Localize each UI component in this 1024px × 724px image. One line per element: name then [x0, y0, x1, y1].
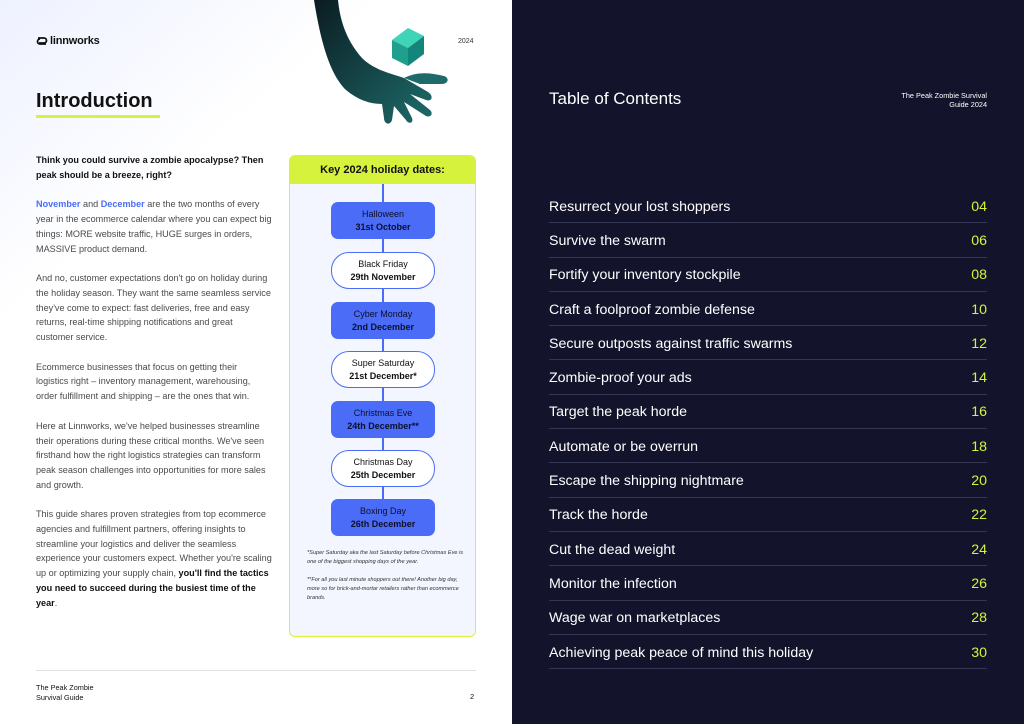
footnote-super-saturday: *Super Saturday aka the last Saturday before Christmas Eve is one of the biggest shopping days of the year. [307, 550, 464, 565]
intro-paragraph-3: Ecommerce businesses that focus on getting their logistics right – inventory management, warehousing, order fulfillment and shipping – are the ones that win. [36, 361, 251, 402]
para5-text: This guide shares proven strategies from top ecommerce agencies and fulfillment partners, offering insights to streamline your logistics and deliver the seamless experience your customers expect. Whether you're scaling up or optimizing your supply chain, [36, 509, 272, 579]
toc-item[interactable] [549, 326, 987, 360]
toc-item-label: Wage war on marketplaces [549, 610, 721, 627]
toc-item-label: Secure outposts against traffic swarms [549, 335, 793, 352]
footer-divider [36, 670, 476, 671]
guide-title-note: The Peak Zombie Survival Guide 2024 [901, 91, 987, 109]
toc-item-label: Cut the dead weight [549, 541, 676, 558]
intro-paragraph-1 [36, 197, 272, 256]
footer-guide-title: The Peak Zombie Survival Guide [36, 683, 94, 702]
toc-item[interactable] [549, 601, 987, 635]
toc-item-page: 14 [971, 370, 987, 387]
highlight-november: November [36, 199, 81, 210]
date-name: Black Friday [358, 258, 408, 269]
para1-rest: are the two months of every year in the ecommerce calendar where you can expect big things: MORE website traffic, HUGE surges in orders, MASSIVE product demand. [36, 199, 272, 254]
toc-item-page: 30 [971, 644, 987, 661]
toc-item[interactable] [549, 360, 987, 394]
toc-item-label: Craft a foolproof zombie defense [549, 301, 755, 318]
toc-item[interactable] [549, 463, 987, 497]
toc-item-label: Survive the swarm [549, 232, 666, 249]
date-name: Super Saturday [351, 357, 415, 368]
date-pill-super-saturday [331, 351, 435, 388]
date-value: 26th December [350, 518, 416, 529]
intro-lead: Think you could survive a zombie apocalypse? Then peak should be a breeze, right? [36, 155, 264, 180]
toc-item-page: 16 [971, 404, 987, 421]
toc-item-page: 18 [971, 438, 987, 455]
toc-item[interactable] [549, 395, 987, 429]
toc-item-page: 08 [971, 267, 987, 284]
date-value: 25th December [350, 469, 416, 480]
date-value: 24th December** [347, 420, 419, 431]
date-value: 31st October [355, 221, 411, 232]
date-name: Cyber Monday [353, 308, 413, 319]
page-title: Introduction [36, 90, 153, 112]
date-name: Halloween [361, 208, 405, 219]
toc-item[interactable] [549, 532, 987, 566]
toc-item-label: Track the horde [549, 507, 648, 524]
toc-item-label: Monitor the infection [549, 575, 677, 592]
title-underline [36, 115, 160, 118]
toc-item-label: Resurrect your lost shoppers [549, 198, 731, 215]
toc-item-label: Fortify your inventory stockpile [549, 267, 741, 284]
toc-item-page: 22 [971, 507, 987, 524]
toc-item-page: 24 [971, 541, 987, 558]
date-value: 2nd December [351, 321, 415, 332]
date-pill-christmas-day [331, 450, 435, 487]
toc-item[interactable] [549, 566, 987, 600]
date-pill-christmas-eve [331, 401, 435, 438]
date-value: 21st December* [349, 370, 417, 381]
intro-body [36, 153, 272, 610]
date-name: Christmas Day [353, 456, 413, 467]
holiday-dates-title: Key 2024 holiday dates: [290, 156, 475, 184]
page-number: 2 [470, 692, 475, 701]
date-pill-black-friday [331, 252, 435, 289]
toc-title: Table of Contents [549, 89, 682, 108]
toc-item-label: Zombie-proof your ads [549, 370, 692, 387]
footnote-christmas-eve: **For all you last minute shoppers out there! Another big day, more so for brick-and-mortar retailers rather than ecommerce brands. [307, 577, 459, 601]
dates-footnotes [307, 549, 467, 612]
toc-item[interactable] [549, 498, 987, 532]
intro-paragraph-2: And no, customer expectations don't go on holiday during the holiday season. They want the same seamless service they've come to expect: fast deliveries, free and easy returns, real-time shipping notifications and great customer service. [36, 273, 271, 343]
toc-item-page: 06 [971, 232, 987, 249]
toc-item-page: 10 [971, 301, 987, 318]
toc-item-page: 20 [971, 473, 987, 490]
linnworks-logo-icon [36, 36, 48, 46]
date-value: 29th November [350, 271, 416, 282]
year-label: 2024 [458, 38, 474, 45]
toc-list [549, 189, 987, 669]
cube-icon [392, 28, 424, 66]
toc-item[interactable] [549, 429, 987, 463]
brand-name: linnworks [50, 35, 100, 47]
toc-item-page: 12 [971, 335, 987, 352]
date-pill-cyber-monday [331, 302, 435, 339]
toc-item-label: Automate or be overrun [549, 438, 699, 455]
right-page [512, 0, 1024, 724]
toc-item-page: 26 [971, 575, 987, 592]
toc-item-label: Achieving peak peace of mind this holiday [549, 644, 814, 661]
toc-item[interactable] [549, 258, 987, 292]
intro-paragraph-5 [36, 507, 272, 610]
toc-item-label: Target the peak horde [549, 404, 688, 421]
date-pill-halloween [331, 202, 435, 239]
toc-item-label: Escape the shipping nightmare [549, 473, 744, 490]
date-name: Christmas Eve [353, 407, 413, 418]
zombie-hand-illustration [300, 0, 480, 130]
brand-logo [36, 35, 100, 47]
toc-item-page: 28 [971, 610, 987, 627]
toc-item[interactable] [549, 223, 987, 257]
date-pill-boxing-day [331, 499, 435, 536]
para1-and: and [80, 199, 101, 210]
toc-item[interactable] [549, 292, 987, 326]
highlight-december: December [100, 199, 145, 210]
toc-item[interactable] [549, 189, 987, 223]
intro-paragraph-4: Here at Linnworks, we've helped businesses streamline their operations during these critical months. We've seen firsthand how the right logistics strategies can transform peak season challenges into opportunities for more sales and growth. [36, 420, 266, 490]
para5-bold: you'll find the tactics you need to succeed during the busiest time of the year [36, 568, 269, 608]
para5-end: . [54, 597, 58, 608]
holiday-dates-card [289, 155, 476, 637]
toc-item[interactable] [549, 635, 987, 669]
date-name: Boxing Day [359, 505, 407, 516]
toc-item-page: 04 [971, 198, 987, 215]
